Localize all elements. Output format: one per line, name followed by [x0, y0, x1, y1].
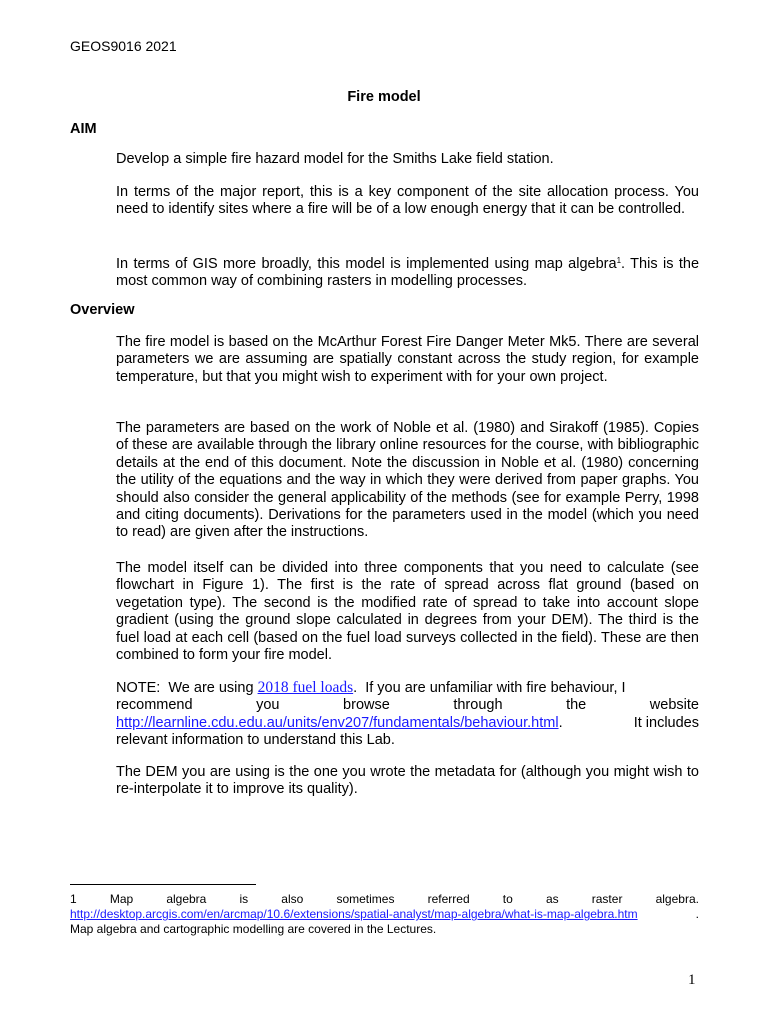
- footnote-word: Map: [109, 892, 134, 906]
- overview-paragraph-2: The parameters are based on the work of Noble et al. (1980) and Sirakoff (1985). Copies of these are available through the library online resources for the course, with bibliographic details at the end of this document. Note the discussion in Noble et al. (1980) concerning the utility of the equations and the way in which they were derived from paper graphs. You should also consider the general applicability of the methods (see for example Perry, 1998 and citing documents). Derivations for the parameters used in the model (which you need to read) are given after the instructions.: [116, 420, 699, 541]
- page-header: GEOS9016 2021: [70, 38, 177, 54]
- footnote: [70, 892, 699, 938]
- note-paragraph: [116, 679, 699, 750]
- aim-p3-text-after: . This is the most common way of combining rasters in modelling processes.: [116, 256, 700, 290]
- note-word: browse: [343, 697, 390, 714]
- aim-paragraph-1: Develop a simple fire hazard model for the Smiths Lake field station.: [116, 151, 554, 167]
- footnote-ref[interactable]: 1: [616, 256, 622, 265]
- footnote-word: raster: [591, 892, 623, 906]
- note-word: recommend: [116, 697, 193, 714]
- note-word: through: [453, 697, 503, 714]
- aim-heading: AIM: [70, 121, 97, 137]
- footnote-word: as: [545, 892, 559, 906]
- note-url-wrap: [116, 715, 563, 732]
- map-algebra-link[interactable]: http://desktop.arcgis.com/en/arcmap/10.6/extensions/spatial-analyst/map-algebra/what-is-map-algebra.htm: [70, 907, 638, 922]
- note-mid: . If you are unfamiliar with fire behaviour, I: [353, 680, 626, 696]
- aim-p3-text: In terms of GIS more broadly, this model is implemented using map algebra: [116, 256, 617, 272]
- footnote-period: .: [695, 907, 699, 922]
- overview-paragraph-3: The model itself can be divided into three components that you need to calculate (see flowchart in Figure 1). The first is the rate of spread across flat ground (based on vegetation type). The second is the modified rate of spread to take into account slope gradient (using the ground slope calculated in degrees from your DEM). The third is the fuel load at each cell (based on the fuel load surveys collected in the field). These are then combined to form your fire model.: [116, 560, 699, 664]
- footnote-word: is: [239, 892, 249, 906]
- footnote-separator: [70, 884, 256, 885]
- note-period: .: [558, 714, 563, 731]
- footnote-line-1: [70, 892, 699, 907]
- footnote-word: sometimes: [336, 892, 395, 906]
- behaviour-website-link[interactable]: http://learnline.cdu.edu.au/units/env207/fundamentals/behaviour.html: [116, 714, 559, 731]
- note-line-3: [116, 715, 699, 732]
- overview-paragraph-1: The fire model is based on the McArthur Forest Fire Danger Meter Mk5. There are several parameters we are assuming are spatially constant across the study region, for example temperature, but that you might wish to experiment with for your own project.: [116, 334, 699, 385]
- note-word: website: [649, 697, 699, 714]
- aim-paragraph-3: [116, 252, 699, 291]
- fuel-loads-link[interactable]: 2018 fuel loads: [257, 679, 354, 696]
- footnote-word: also: [281, 892, 304, 906]
- document-title: Fire model: [347, 89, 421, 105]
- note-word: you: [256, 697, 280, 714]
- note-includes: It includes: [633, 714, 699, 731]
- footnote-line-2: [70, 907, 699, 922]
- footnote-word: algebra.: [655, 892, 699, 906]
- note-word: the: [566, 697, 587, 714]
- note-prefix: NOTE: We are using: [116, 680, 258, 696]
- note-line-4: relevant information to understand this Lab.: [116, 732, 395, 749]
- footnote-line-3: Map algebra and cartographic modelling are covered in the Lectures.: [70, 922, 437, 937]
- note-line-2: [116, 697, 699, 714]
- page-number: 1: [688, 972, 696, 988]
- note-line-1: [116, 679, 699, 697]
- dem-paragraph: The DEM you are using is the one you wrote the metadata for (although you might wish to re-interpolate it to improve its quality).: [116, 764, 699, 798]
- footnote-number: 1: [70, 892, 77, 906]
- footnote-word: to: [502, 892, 513, 906]
- footnote-word: referred: [427, 892, 470, 906]
- footnote-word: algebra: [166, 892, 207, 906]
- aim-paragraph-2: In terms of the major report, this is a key component of the site allocation process. You need to identify sites where a fire will be of a low enough energy that it can be controlled.: [116, 184, 699, 218]
- note-line-1-content: [116, 679, 626, 697]
- overview-heading: Overview: [70, 302, 135, 318]
